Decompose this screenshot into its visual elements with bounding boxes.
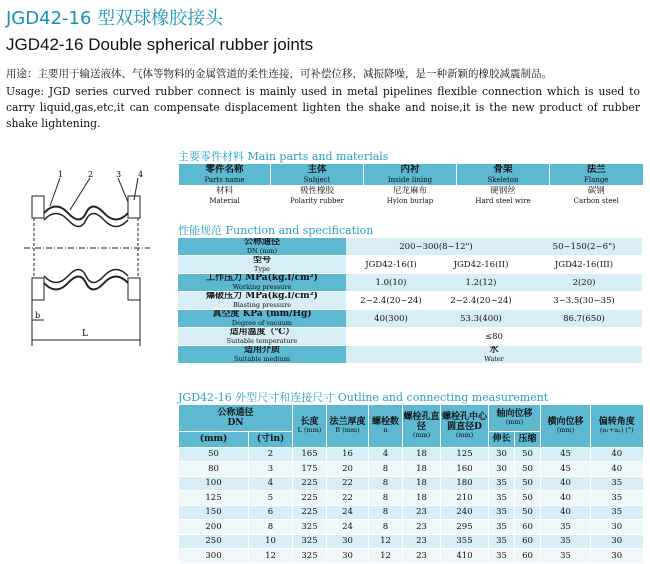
table-cell: 60: [515, 549, 541, 564]
table-cell: 175: [293, 462, 327, 477]
parts-cell: 碳钢: [587, 185, 605, 196]
table-row: [179, 534, 643, 549]
row-label: 型号: [252, 255, 271, 265]
table-cell: 300: [179, 549, 249, 564]
type-cell: JGD42-16(II): [436, 256, 526, 274]
table-cell: 35: [541, 534, 591, 549]
table-cell: 150: [179, 505, 249, 520]
col-header: 公称通径: [217, 407, 254, 418]
value-cell: 2(20): [526, 274, 642, 292]
col-header: 轴向位移: [496, 409, 533, 420]
table-cell: 8: [369, 505, 403, 520]
table-row: [179, 447, 643, 462]
table-cell: 160: [441, 462, 489, 477]
col-header: 长度: [300, 417, 319, 428]
table-cell: 40: [541, 491, 591, 506]
table-cell: 4: [249, 476, 293, 491]
table-cell: 225: [293, 491, 327, 506]
table-cell: 35: [591, 505, 643, 520]
dimensions-heading: JGD42-16 外型尺寸和连接尺寸 Outline and connecting measurement: [178, 391, 549, 404]
dimensions-table: 公称通径 DN 长度 L (mm) 法兰厚度 B (mm) 螺栓数 n 螺栓孔直径 (mm) 螺栓孔中心圆直径D (mm) 轴向位移 (mm) 横向位移 (mm) 偏转角度 (a₁+a₂) (°) (mm) (寸in) 伸长 压缩 50 2 165 16 4 18 125 30 50 45 40 80 3 175 20 8 18 160 30 50 45 40 100 4 225 22 8 18 180 35 50 40 35 125 5 225 22 8 18 210 35 50 40 35 150 6 225 24 8 23 240 35 50 40 35 200 8 325 24 8 23 295 35 60 35 30 250 10 325 30 12 23 355 35 60 35 30 300 12 325 30 12 23 410 35 60 35 30: [178, 405, 643, 564]
function-table: 公称通径 DN (mm) 200~300(8~12") 50~150(2~6") 型号 Type JGD42-16(I) JGD42-16(II) JGD42-16(III) 工作压力 MPa(kg.f/cm²) Working pressure 1.0(10) 1.2(12) 2(20) 爆破压力 MPa(kg.f/cm²) Blasting pressure 2~2.4(20~24) 2~2.4(20~24) 3~3.5(30~35) 真空度 KPa (mm/Hg) Degree of vacuum 40(300) 53.3(400) 86.7(650) 适用温度（℃） Suitable temperature ≤80 适用介质 Suitable medium 水 Water: [178, 238, 642, 364]
table-cell: 40: [591, 462, 643, 477]
table-cell: 240: [441, 505, 489, 520]
parts-cell: 材料: [215, 185, 233, 196]
table-row: [179, 491, 643, 506]
table-cell: 30: [327, 549, 369, 564]
dn-range-2: 50~150(2~6"): [526, 238, 642, 256]
table-cell: 35: [541, 520, 591, 535]
table-cell: 23: [403, 549, 441, 564]
table-cell: 45: [541, 447, 591, 462]
table-cell: 100: [179, 476, 249, 491]
parts-cell: 极性橡胶: [299, 185, 334, 196]
table-cell: 40: [541, 476, 591, 491]
table-cell: 225: [293, 505, 327, 520]
table-cell: 3: [249, 462, 293, 477]
parts-col: 法兰: [586, 164, 606, 175]
table-cell: 18: [403, 491, 441, 506]
table-cell: 24: [327, 505, 369, 520]
table-cell: 50: [515, 476, 541, 491]
usage-text-cn: 用途：主要用于输送液体、气体等物料的金属管道的柔性连接，可补偿位移，减振降噪，是一种新颖的橡胶减震制品。: [6, 68, 552, 80]
page-title-cn: JGD42-16 型双球橡胶接头: [6, 8, 224, 29]
table-cell: 35: [489, 505, 515, 520]
usage-text-en: Usage: JGD series curved rubber connect is mainly used in metal pipelines flexible connection which is used to carry liquid,gas,etc,it can compensate displacement lighten the shake and noise,it is the new product of rubber shake lightening.: [6, 85, 640, 130]
col-header: 螺栓数: [372, 417, 400, 428]
table-cell: 23: [403, 534, 441, 549]
table-cell: 40: [541, 505, 591, 520]
parts-col: 零件名称: [205, 164, 244, 175]
parts-col: 内衬: [400, 164, 420, 175]
table-cell: 35: [489, 476, 515, 491]
col-header: (mm): [179, 431, 249, 447]
table-cell: 8: [369, 462, 403, 477]
parts-col: 骨架: [493, 164, 513, 175]
table-cell: 12: [369, 534, 403, 549]
value-cell: 40(300): [346, 310, 436, 328]
drawing-label-2: 2: [88, 170, 94, 179]
col-header: 横向位移: [547, 417, 584, 428]
parts-table: 零件名称 Parts name 主体 Subject 内衬 Inside lining 骨架 Skeleton 法兰 Flange 材料 Material 极性橡胶 Polarity rubber 尼龙麻布 Hylon burlap 硬钢丝 Hard steel wire 碳钢 Carbon steel: [178, 164, 643, 206]
dn-range-1: 200~300(8~12"): [346, 238, 526, 256]
function-heading: 性能规范 Function and specification: [178, 224, 374, 237]
table-cell: 30: [327, 534, 369, 549]
table-cell: 12: [249, 549, 293, 564]
table-cell: 35: [541, 549, 591, 564]
table-cell: 30: [591, 534, 643, 549]
drawing-dim-b: b: [35, 311, 41, 320]
parts-cell: 尼龙麻布: [392, 185, 427, 196]
table-cell: 60: [515, 520, 541, 535]
row-label: 适用温度（℃）: [229, 327, 295, 337]
table-cell: 22: [327, 476, 369, 491]
table-cell: 50: [515, 462, 541, 477]
table-cell: 23: [403, 505, 441, 520]
table-cell: 35: [489, 520, 515, 535]
table-row: [179, 505, 643, 520]
table-cell: 8: [369, 476, 403, 491]
parts-heading: 主要零件材料 Main parts and materials: [178, 150, 389, 163]
col-header: 伸长: [489, 431, 515, 447]
table-cell: 18: [403, 462, 441, 477]
table-cell: 6: [249, 505, 293, 520]
table-cell: 355: [441, 534, 489, 549]
table-cell: 50: [515, 505, 541, 520]
table-cell: 60: [515, 534, 541, 549]
table-cell: 35: [489, 549, 515, 564]
table-row: [179, 520, 643, 535]
value-cell: 2~2.4(20~24): [436, 292, 526, 310]
table-cell: 8: [369, 520, 403, 535]
col-header: 偏转角度: [598, 417, 635, 428]
page-title-en: JGD42-16 Double spherical rubber joints: [6, 35, 314, 54]
table-cell: 30: [591, 549, 643, 564]
value-cell: 1.0(10): [346, 274, 436, 292]
table-cell: 50: [515, 491, 541, 506]
table-cell: 30: [489, 462, 515, 477]
table-cell: 8: [369, 491, 403, 506]
table-cell: 50: [515, 447, 541, 462]
col-header: 法兰厚度: [329, 417, 366, 428]
drawing-label-4: 4: [138, 170, 144, 179]
row-label: 适用介质: [243, 345, 280, 355]
table-cell: 22: [327, 491, 369, 506]
joint-drawing: [10, 168, 166, 348]
table-cell: 35: [591, 491, 643, 506]
medium-value: 水: [489, 345, 499, 355]
table-row: [179, 476, 643, 491]
table-cell: 295: [441, 520, 489, 535]
col-header: (寸in): [249, 431, 293, 447]
table-cell: 4: [369, 447, 403, 462]
table-cell: 2: [249, 447, 293, 462]
col-header: 螺栓孔直径: [403, 412, 440, 433]
value-cell: 1.2(12): [436, 274, 526, 292]
table-cell: 10: [249, 534, 293, 549]
table-cell: 16: [327, 447, 369, 462]
table-cell: 165: [293, 447, 327, 462]
table-cell: 12: [369, 549, 403, 564]
value-cell: 2~2.4(20~24): [346, 292, 436, 310]
table-cell: 5: [249, 491, 293, 506]
table-cell: 24: [327, 520, 369, 535]
type-cell: JGD42-16(I): [346, 256, 436, 274]
table-cell: 250: [179, 534, 249, 549]
drawing-label-3: 3: [116, 170, 122, 179]
table-cell: 8: [249, 520, 293, 535]
table-cell: 325: [293, 549, 327, 564]
table-cell: 225: [293, 476, 327, 491]
table-cell: 180: [441, 476, 489, 491]
table-cell: 35: [489, 491, 515, 506]
table-cell: 200: [179, 520, 249, 535]
col-header: 压缩: [515, 431, 541, 447]
table-cell: 325: [293, 534, 327, 549]
table-cell: 325: [293, 520, 327, 535]
row-label: 真空度 KPa (mm/Hg): [212, 309, 312, 319]
table-cell: 45: [541, 462, 591, 477]
table-cell: 410: [441, 549, 489, 564]
row-label: 公称通径: [243, 238, 280, 247]
table-cell: 80: [179, 462, 249, 477]
table-cell: 125: [441, 447, 489, 462]
row-label: 工作压力 MPa(kg.f/cm²): [206, 273, 318, 283]
temp-value: ≤80: [346, 328, 642, 346]
value-cell: 53.3(400): [436, 310, 526, 328]
col-header: 螺栓孔中心圆直径D: [442, 412, 488, 433]
table-cell: 18: [403, 476, 441, 491]
drawing-label-1: 1: [58, 170, 64, 179]
table-cell: 18: [403, 447, 441, 462]
table-cell: 210: [441, 491, 489, 506]
table-cell: 35: [591, 476, 643, 491]
parts-col: 主体: [307, 164, 327, 175]
table-row: [179, 462, 643, 477]
value-cell: 3~3.5(30~35): [526, 292, 642, 310]
type-cell: JGD42-16(III): [526, 256, 642, 274]
table-cell: 125: [179, 491, 249, 506]
drawing-dim-L: L: [82, 329, 88, 339]
row-label: 爆破压力 MPa(kg.f/cm²): [206, 291, 318, 301]
value-cell: 86.7(650): [526, 310, 642, 328]
parts-cell: 硬钢丝: [490, 185, 516, 196]
table-cell: 35: [489, 534, 515, 549]
table-cell: 50: [179, 447, 249, 462]
table-cell: 40: [591, 447, 643, 462]
table-cell: 23: [403, 520, 441, 535]
table-cell: 30: [591, 520, 643, 535]
table-cell: 30: [489, 447, 515, 462]
table-cell: 20: [327, 462, 369, 477]
